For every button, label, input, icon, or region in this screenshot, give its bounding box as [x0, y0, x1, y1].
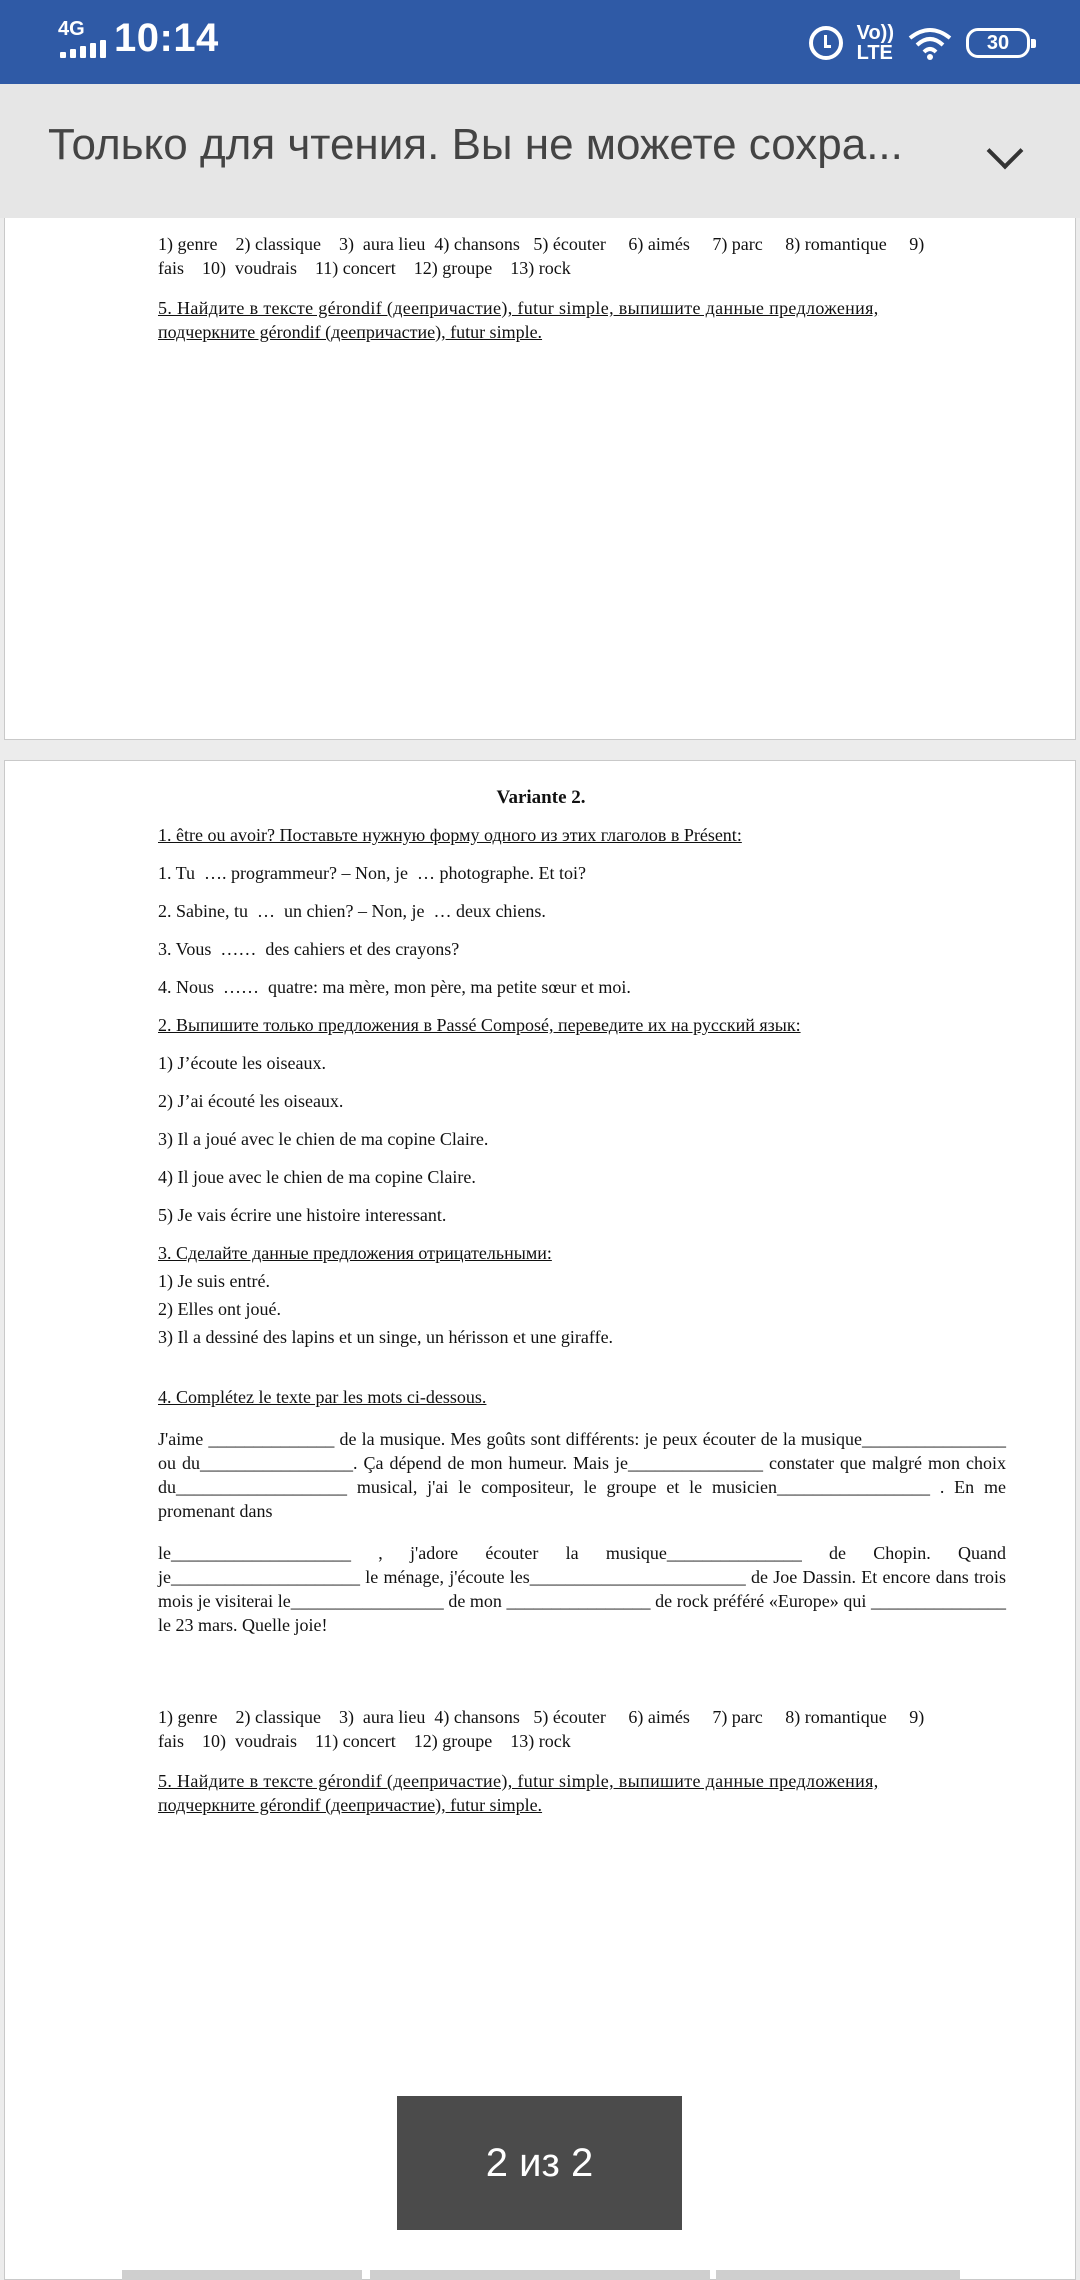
scroll-track[interactable]	[122, 2270, 362, 2280]
task-5-line-1: 5. Найдите в тексте gérondif (деепричастие), futur simple, выпишите данные предложения,	[158, 298, 879, 318]
page-indicator: 2 из 2	[397, 2096, 682, 2230]
battery-icon: 30	[966, 28, 1030, 58]
alarm-icon	[809, 26, 843, 60]
task-1-heading: 1. être ou avoir? Поставьте нужную форму одного из этих глаголов в Présent:	[158, 825, 742, 845]
wifi-icon	[908, 26, 952, 60]
options-line-2: fais 10) voudrais 11) concert 12) groupe 13) rock	[158, 1731, 571, 1751]
task-4-paragraph-2: le____________________ , j'adore écouter la musique_______________ de Chopin. Quand je_____________________ le ménage, j'écoute les________________________ de Joe Dassin. Et encore dans trois mois je visiterai le_________________ de mon ________________ de rock préféré «Europe» qui _______________ le 23 mars. Quelle joie!	[158, 1543, 1006, 1635]
task-5	[158, 296, 1006, 344]
banner-title: Только для чтения. Вы не можете сохра...	[48, 120, 903, 169]
task-5-line-2: подчеркните gérondif (деепричастие), futur simple.	[158, 1795, 543, 1815]
task-5-line-1: 5. Найдите в тексте gérondif (деепричастие), futur simple, выпишите данные предложения,	[158, 1771, 879, 1791]
task-4-paragraph-1: J'aime ______________ de la musique. Mes goûts sont différents: je peux écouter de la musique________________ ou du_________________. Ça dépend de mon humeur. Mais je_______________ constater que malgré mon choix du___________________ musical, j'ai le compositeur, le groupe et le musicien_________________ . En me promenant dans	[158, 1429, 1006, 1521]
word-options	[158, 232, 1006, 280]
volte-icon	[857, 23, 894, 63]
task-2-item: 1) J’écoute les oiseaux.	[158, 1053, 326, 1073]
task-2-item: 5) Je vais écrire une histoire interessant.	[158, 1205, 447, 1225]
task-2-item: 3) Il a joué avec le chien de ma copine Claire.	[158, 1129, 489, 1149]
task-1-item: 2. Sabine, tu … un chien? – Non, je … deux chiens.	[158, 901, 546, 921]
task-2-item: 4) Il joue avec le chien de ma copine Claire.	[158, 1167, 476, 1187]
task-3-item: 1) Je suis entré.	[158, 1271, 270, 1291]
task-4-heading: 4. Complétez le texte par les mots ci-dessous.	[158, 1387, 487, 1407]
options-line-2: fais 10) voudrais 11) concert 12) groupe 13) rock	[158, 258, 571, 278]
task-5	[158, 1769, 1006, 1817]
task-2-item: 2) J’ai écouté les oiseaux.	[158, 1091, 344, 1111]
word-options	[158, 1705, 1006, 1753]
scroll-track[interactable]	[716, 2270, 960, 2280]
variant-title: Variante 2.	[496, 787, 586, 808]
clock: 10:14	[114, 16, 219, 60]
document-page-1	[4, 218, 1076, 740]
document-page-2	[4, 760, 1076, 2280]
signal-icon	[60, 40, 106, 58]
task-1-item: 1. Tu …. programmeur? – Non, je … photographe. Et toi?	[158, 863, 586, 883]
network-type: 4G	[58, 18, 85, 40]
task-1-item: 3. Vous …… des cahiers et des crayons?	[158, 939, 460, 959]
task-5-line-2: подчеркните gérondif (деепричастие), futur simple.	[158, 322, 543, 342]
task-1-item: 4. Nous …… quatre: ma mère, mon père, ma petite sœur et moi.	[158, 977, 631, 997]
lte-label: LTE	[856, 42, 893, 64]
scroll-thumb[interactable]	[370, 2270, 710, 2280]
status-bar	[0, 0, 1080, 84]
task-3-heading: 3. Сделайте данные предложения отрицательными:	[158, 1243, 552, 1263]
read-only-banner[interactable]	[0, 84, 1080, 218]
options-line-1: 1) genre 2) classique 3) aura lieu 4) chansons 5) écouter 6) aimés 7) parc 8) romantique 9)	[158, 234, 925, 254]
chevron-down-icon[interactable]	[987, 133, 1024, 170]
task-2-heading: 2. Выпишите только предложения в Passé Composé, переведите их на русский язык:	[158, 1015, 801, 1035]
task-3-item: 2) Elles ont joué.	[158, 1299, 281, 1319]
options-line-1: 1) genre 2) classique 3) aura lieu 4) chansons 5) écouter 6) aimés 7) parc 8) romantique 9)	[158, 1707, 925, 1727]
volte-label: Vo))	[856, 22, 894, 44]
task-3-item: 3) Il a dessiné des lapins et un singe, un hérisson et une giraffe.	[158, 1327, 614, 1347]
